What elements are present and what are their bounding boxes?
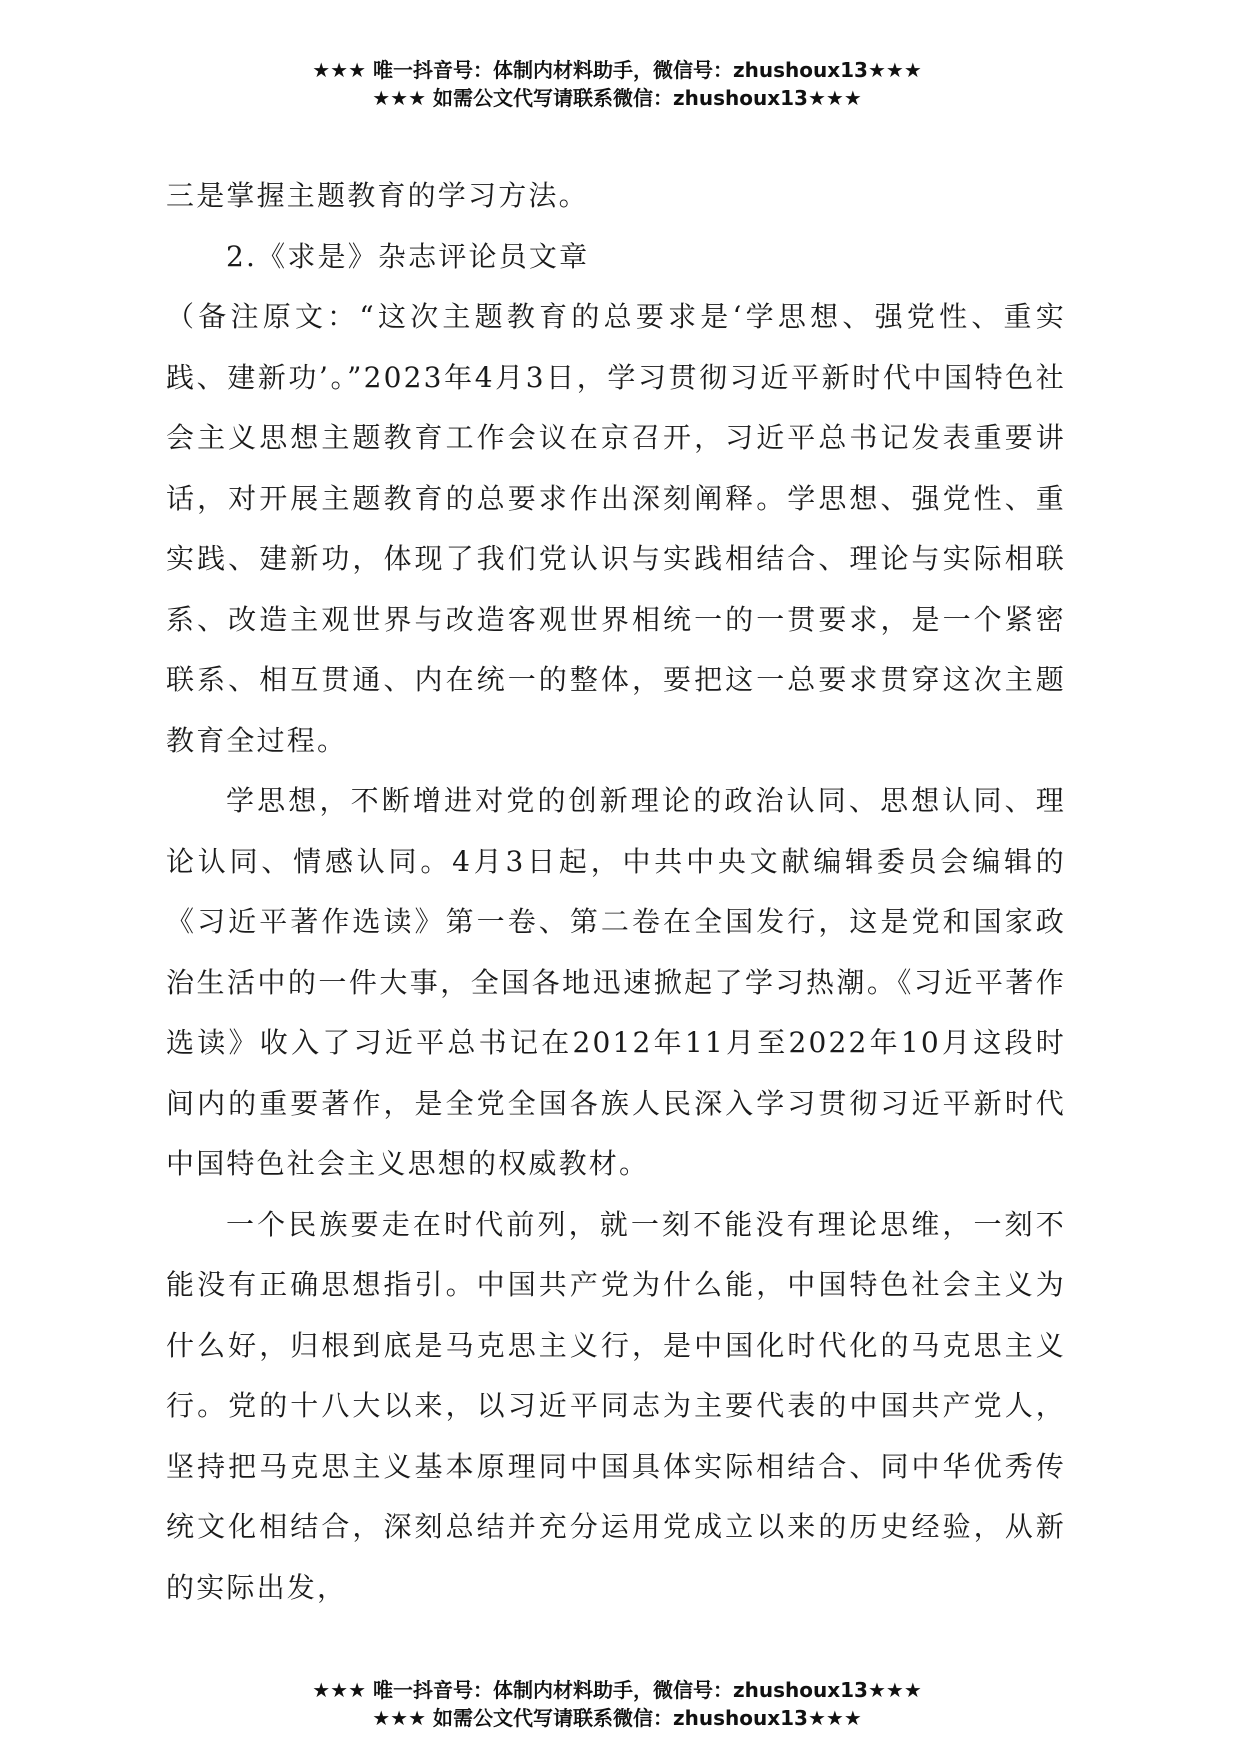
page-footer-banner	[0, 1676, 1234, 1732]
header-line-douyin: ★★★ 唯一抖音号：体制内材料助手，微信号：zhushoux13★★★	[312, 58, 922, 82]
paragraph-study-method: 三是掌握主题教育的学习方法。	[166, 179, 589, 212]
document-body	[166, 166, 1066, 1618]
page-header-banner	[0, 56, 1234, 112]
section-heading-qiushi: 2.《求是》杂志评论员文章	[226, 239, 590, 273]
paragraph-study-thought: 学思想，不断增进对党的创新理论的政治认同、思想认同、理论认同、情感认同。4月3日起，中共中央文献编辑委员会编辑的《习近平著作选读》第一卷、第二卷在全国发行，这是党和国家政治生活中的一件大事，全国各地迅速掀起了学习热潮。《习近平著作选读》收入了习近平总书记在2012年11月至2022年10月这段时间内的重要著作，是全党全国各族人民深入学习贯彻习近平新时代中国特色社会主义思想的权威教材。	[166, 784, 1066, 1180]
paragraph-theoretical-thinking: 一个民族要走在时代前列，就一刻不能没有理论思维，一刻不能没有正确思想指引。中国共产党为什么能，中国特色社会主义为什么好，归根到底是马克思主义行，是中国化时代化的马克思主义行。党的十八大以来，以习近平同志为主要代表的中国共产党人，坚持把马克思主义基本原理同中国具体实际相结合、同中华优秀传统文化相结合，深刻总结并充分运用党成立以来的历史经验，从新的实际出发，	[166, 1207, 1066, 1604]
footer-line-douyin: ★★★ 唯一抖音号：体制内材料助手，微信号：zhushoux13★★★	[312, 1678, 922, 1702]
header-line-wechat: ★★★ 如需公文代写请联系微信：zhushoux13★★★	[372, 86, 862, 110]
footer-line-wechat: ★★★ 如需公文代写请联系微信：zhushoux13★★★	[372, 1706, 862, 1730]
paragraph-note-original: （备注原文：“这次主题教育的总要求是‘学思想、强党性、重实践、建新功’。”2023年4月3日，学习贯彻习近平新时代中国特色社会主义思想主题教育工作会议在京召开，习近平总书记发表重要讲话，对开展主题教育的总要求作出深刻阐释。学思想、强党性、重实践、建新功，体现了我们党认识与实践相结合、理论与实际相联系、改造主观世界与改造客观世界相统一的一贯要求，是一个紧密联系、相互贯通、内在统一的整体，要把这一总要求贯穿这次主题教育全过程。	[166, 300, 1066, 757]
